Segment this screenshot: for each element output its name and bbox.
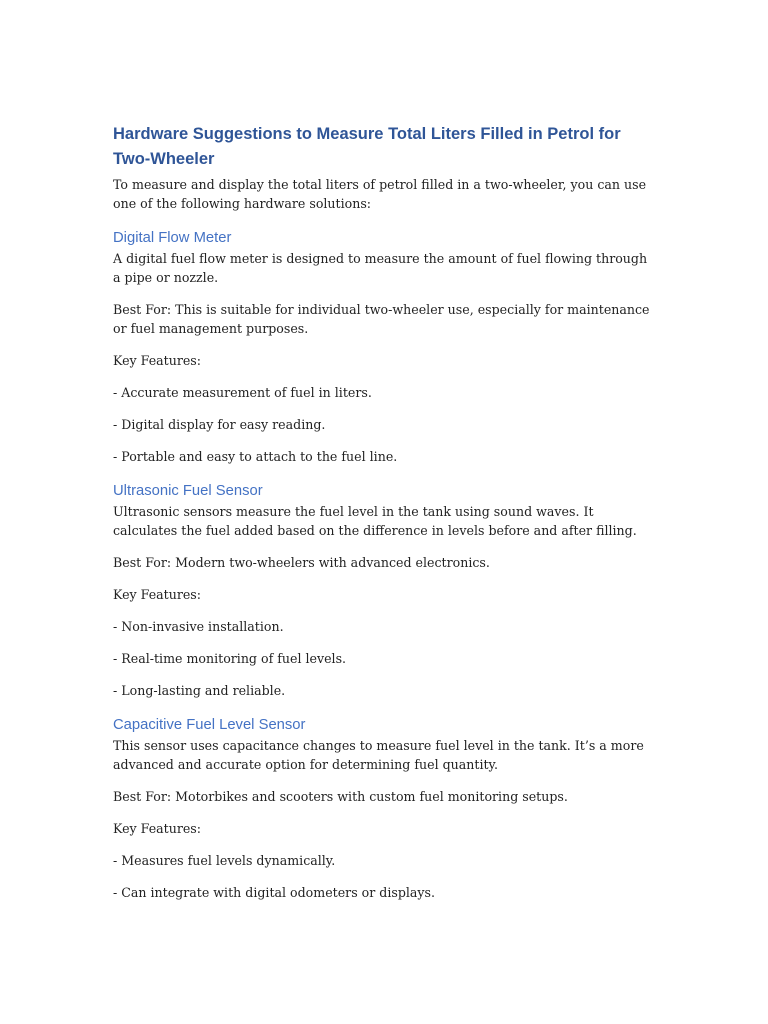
section-description: A digital fuel flow meter is designed to measure the amount of fuel flowing through a pipe or nozzle. <box>113 251 648 285</box>
section-capacitive-fuel-level-sensor <box>113 714 658 902</box>
key-features-label: Key Features: <box>113 821 202 836</box>
section-heading: Capacitive Fuel Level Sensor <box>113 717 306 733</box>
feature-item: - Real-time monitoring of fuel levels. <box>113 651 347 666</box>
section-heading: Ultrasonic Fuel Sensor <box>113 483 263 499</box>
section-digital-flow-meter <box>113 227 658 466</box>
feature-item: - Non-invasive installation. <box>113 619 284 634</box>
best-for-text: Best For: This is suitable for individual two-wheeler use, especially for maintenance or fuel management purposes. <box>113 302 650 336</box>
feature-item: - Portable and easy to attach to the fuel line. <box>113 449 398 464</box>
section-description: This sensor uses capacitance changes to measure fuel level in the tank. It’s a more advanced and accurate option for determining fuel quantity. <box>113 738 644 772</box>
key-features-label: Key Features: <box>113 353 202 368</box>
document-title: Hardware Suggestions to Measure Total Liters Filled in Petrol for Two-Wheeler <box>113 125 621 168</box>
intro-paragraph: To measure and display the total liters of petrol filled in a two-wheeler, you can use one of the following hardware solutions: <box>113 177 647 211</box>
feature-item: - Accurate measurement of fuel in liters. <box>113 385 372 400</box>
best-for-text: Best For: Motorbikes and scooters with custom fuel monitoring setups. <box>113 789 568 804</box>
document-page <box>113 122 658 915</box>
best-for-text: Best For: Modern two-wheelers with advanced electronics. <box>113 555 490 570</box>
feature-item: - Digital display for easy reading. <box>113 417 326 432</box>
feature-item: - Can integrate with digital odometers or displays. <box>113 885 435 900</box>
section-heading: Digital Flow Meter <box>113 230 232 246</box>
section-ultrasonic-fuel-sensor <box>113 480 658 700</box>
key-features-label: Key Features: <box>113 587 202 602</box>
feature-item: - Measures fuel levels dynamically. <box>113 853 336 868</box>
feature-item: - Long-lasting and reliable. <box>113 683 286 698</box>
section-description: Ultrasonic sensors measure the fuel level in the tank using sound waves. It calculates the fuel added based on the difference in levels before and after filling. <box>113 504 637 538</box>
